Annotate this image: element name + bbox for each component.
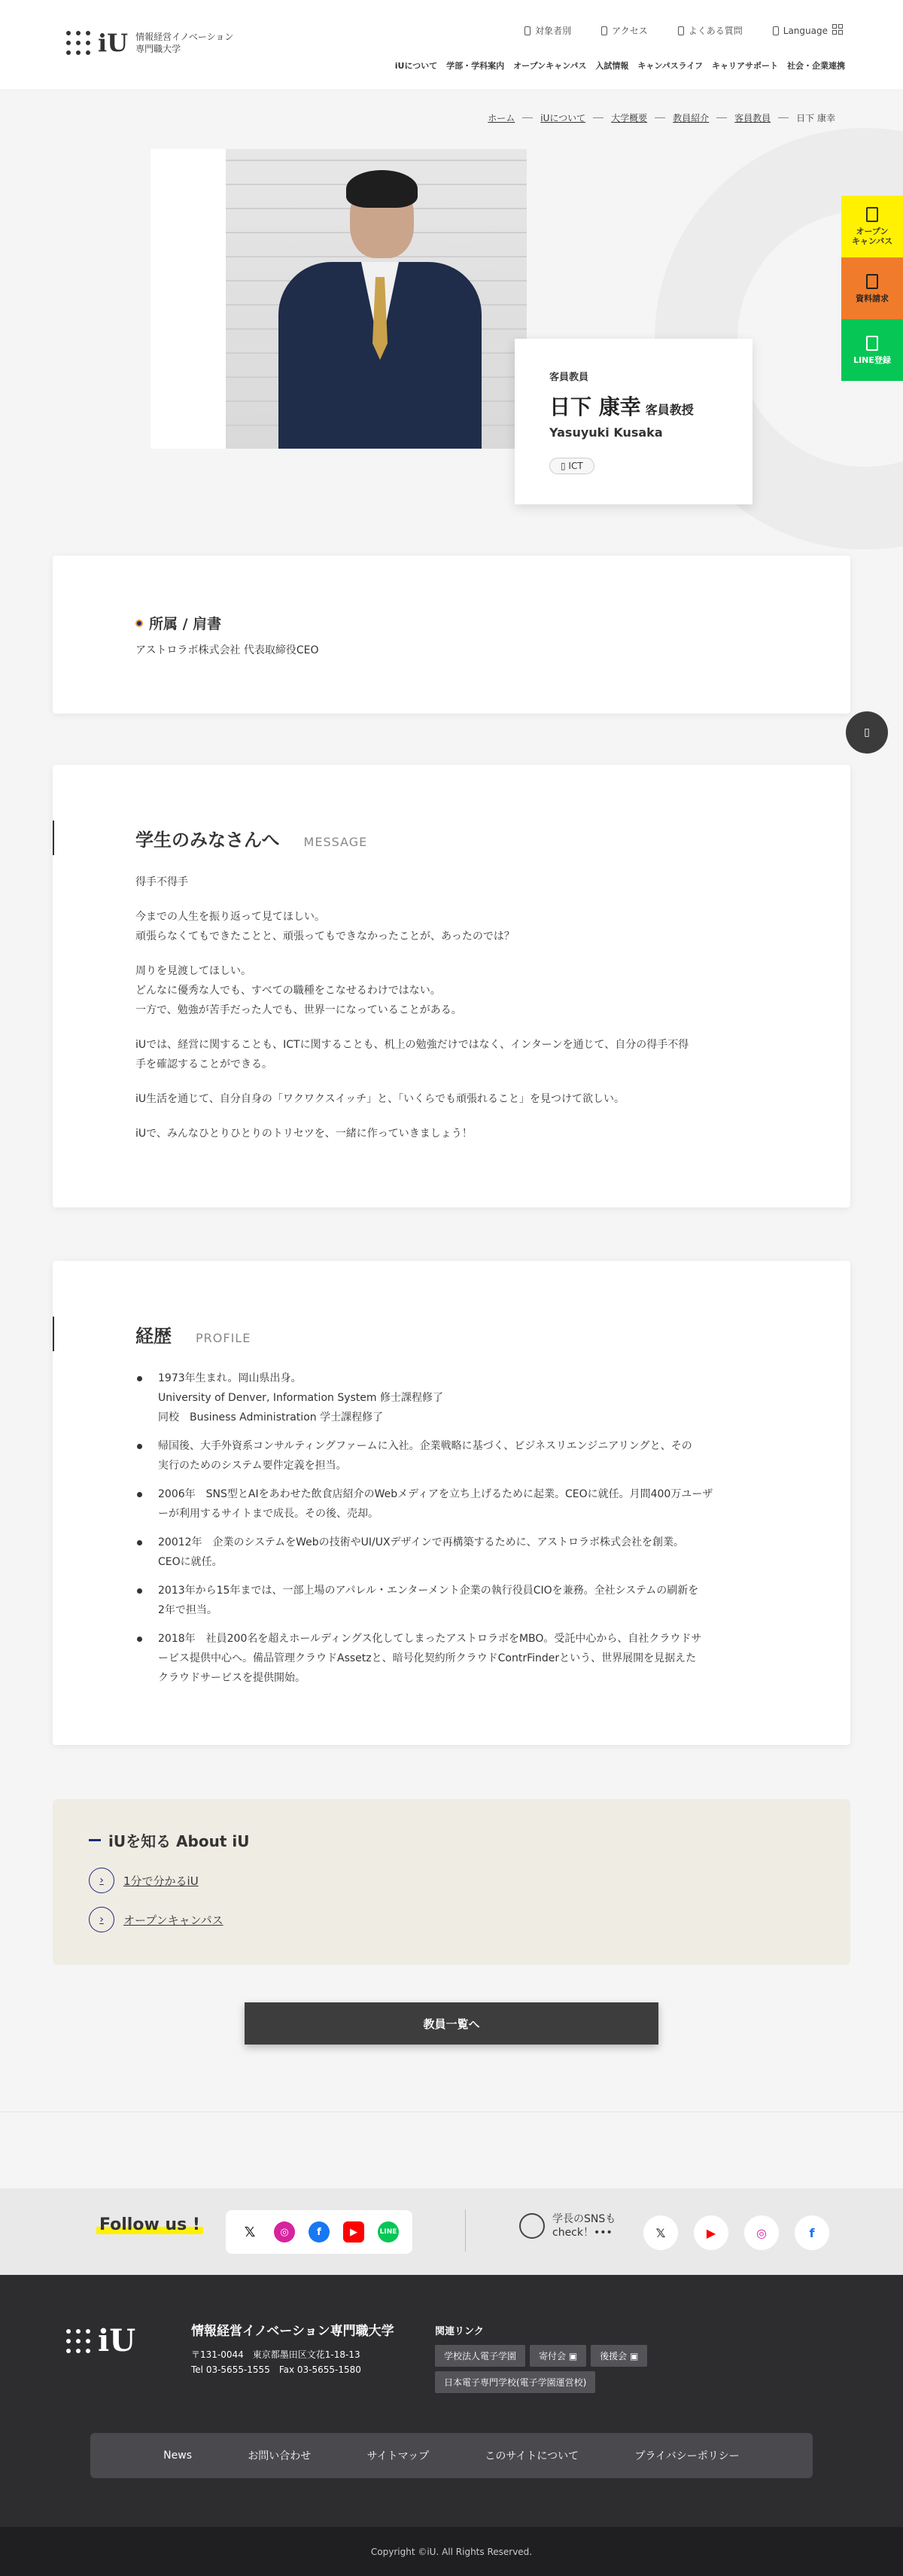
chevron-right-icon: › (89, 1907, 114, 1932)
president-youtube-icon[interactable]: ▶ (694, 2215, 728, 2250)
footer-nav-sitemap[interactable]: サイトマップ (366, 2450, 430, 2462)
scroll-top-button[interactable] (846, 711, 888, 754)
career-title: 経歴 (135, 1326, 172, 1347)
affiliation-text: アストロラボ株式会社 代表取締役CEO (135, 644, 319, 656)
message-paragraph: 周りを見渡してほしい。 どんなに優秀な人でも、すべての職種をこなせるわけではない。 一方で、勉強が苦手だった人でも、世界一になっていることがある。 (135, 965, 462, 1016)
career-item: 2013年から15年までは、一部上場のアパレル・エンターメント企業の執行役員CIOを兼務。全社システムの刷新を 2年で担当。 (135, 1581, 768, 1620)
breadcrumb-faculty[interactable]: 教員紹介 (673, 113, 710, 123)
about-iu-box (53, 1799, 850, 1965)
nav-admission[interactable]: 入試情報 (595, 61, 629, 71)
document-icon (866, 274, 878, 289)
affiliation-card (53, 556, 850, 714)
about-title: iUを知る About iU (89, 1829, 814, 1851)
faculty-title: 客員教授 (645, 403, 694, 417)
faculty-name: 日下 康幸 (549, 394, 641, 419)
about-link-1min[interactable]: › 1分で分かるiU (89, 1868, 814, 1893)
x-icon[interactable]: 𝕏 (239, 2221, 260, 2243)
nav-open-campus[interactable]: オープンキャンパス (513, 61, 587, 71)
related-title: 関連リンク (435, 2326, 484, 2337)
message-paragraph: iU生活を通じて、自分自身の「ワクワクスイッチ」と、「いくらでも頑張れること」を見つけて欲しい。 (135, 1093, 625, 1105)
footer-university-name: 情報経営イノベーション専門職大学 (191, 2324, 394, 2339)
nav-faculty[interactable]: 学部・学科案内 (446, 61, 505, 71)
faculty-name-en: Yasuyuki Kusaka (549, 425, 663, 440)
president-facebook-icon[interactable]: f (795, 2215, 829, 2250)
message-paragraph: iUでは、経営に関することも、ICTに関することも、机上の勉強だけではなく、インターンを通じて、自分の得手不得 手を確認することができる。 (135, 1039, 689, 1070)
footer-nav (90, 2433, 813, 2478)
related-link[interactable]: 寄付会 ▣ (530, 2345, 586, 2367)
breadcrumb-home[interactable]: ホーム (488, 113, 515, 123)
faculty-role: 客員教員 (549, 372, 589, 383)
career-item: 2006年 SNS型とAIをあわせた飲食店紹介のWebメディアを立ち上げるために起業。CEOに就任。月間400万ユーザ ーが利用するサイトまで成長。その後、売却。 (135, 1484, 768, 1524)
faculty-list-button[interactable]: 教員一覧へ (245, 2002, 658, 2045)
field-tag[interactable]: ▯ ICT (549, 458, 594, 474)
career-item: 20012年 企業のシステムをWebの技術やUI/UXデザインで再構築するために、アストロラボ株式会社を創業。 CEOに就任。 (135, 1533, 768, 1572)
logo-mark: iU (98, 29, 129, 57)
president-x-icon[interactable]: 𝕏 (643, 2215, 678, 2250)
message-paragraph: iUで、みんなひとりひとりのトリセツを、一緒に作っていきましょう！ (135, 1128, 473, 1140)
related-link[interactable]: 学校法人電子学園 (435, 2345, 525, 2367)
career-item: 2018年 社員200名を超えホールディングス化してしまったアストロラボをMBO。受託中心から、自社クラウドサ ービス提供中心へ。備品管理クラウドAssetzと、暗号化契約所クラウドContrFinderという、世界展開を見据えた クラウドサービスを提供開始。 (135, 1629, 768, 1688)
site-footer (0, 2275, 903, 2527)
breadcrumb-overview[interactable]: 大学概要 (611, 113, 648, 123)
logo-line1: 情報経営イノベーション (135, 32, 234, 42)
breadcrumb-about[interactable]: iUについて (540, 113, 586, 123)
site-logo[interactable] (66, 29, 233, 57)
nav-partnership[interactable]: 社会・企業連携 (787, 61, 845, 71)
official-sns-box (226, 2210, 412, 2254)
nav-career[interactable]: キャリアサポート (712, 61, 778, 71)
about-link-open-campus[interactable]: › オープンキャンパス (89, 1907, 814, 1932)
side-tabs (841, 196, 903, 381)
related-links (435, 2323, 721, 2393)
util-target[interactable]: 対象者別 (524, 24, 571, 37)
grid-menu-icon[interactable] (832, 24, 843, 35)
president-sns-label: 学長のSNSも check！••• (519, 2212, 616, 2240)
message-title-en: MESSAGE (303, 835, 368, 849)
util-language[interactable]: Language (773, 24, 828, 37)
career-item: 帰国後、大手外資系コンサルティングファームに入社。企業戦略に基づく、ビジネスリエンジニアリングと、その 実行のためのシステム要件定義を担当。 (135, 1436, 768, 1475)
map-pin-icon (601, 26, 607, 35)
breadcrumb-visiting[interactable]: 客員教員 (734, 113, 771, 123)
profile-photo (226, 149, 527, 449)
president-avatar-icon (519, 2213, 545, 2239)
footer-logo-mark: iU (98, 2323, 136, 2358)
message-title: 学生のみなさんへ (135, 830, 280, 851)
career-card (53, 1261, 850, 1745)
logo-line2: 専門職大学 (135, 44, 181, 54)
side-tab-brochure[interactable]: 資料請求 (841, 257, 903, 319)
copyright: Copyright ©iU. All Rights Reserved. (0, 2527, 903, 2576)
related-link[interactable]: 日本電子専門学校(電子学園運営校) (435, 2371, 595, 2393)
related-link[interactable]: 後援会 ▣ (591, 2345, 647, 2367)
nav-about[interactable]: iUについて (394, 61, 438, 71)
follow-label: Follow us ! (96, 2215, 203, 2234)
name-card (515, 339, 752, 504)
footer-nav-contact[interactable]: お問い合わせ (248, 2450, 312, 2462)
footer-address: 〒131-0044 東京都墨田区文花1-18-13 (191, 2349, 360, 2360)
chevron-right-icon: › (89, 1868, 114, 1893)
message-card (53, 765, 850, 1207)
side-tab-open-campus[interactable]: オープン キャンパス (841, 196, 903, 257)
facebook-icon[interactable]: f (309, 2221, 330, 2243)
youtube-icon[interactable]: ▶ (343, 2221, 364, 2243)
social-bar (0, 2188, 903, 2275)
side-tab-line[interactable]: LINE登録 (841, 319, 903, 381)
site-header (0, 0, 903, 90)
utility-nav (524, 24, 828, 37)
footer-nav-about-site[interactable]: このサイトについて (485, 2450, 579, 2462)
affiliation-title: 所属 / 肩書 (149, 616, 222, 632)
calendar-icon (866, 207, 878, 222)
nav-campus-life[interactable]: キャンパスライフ (637, 61, 703, 71)
logo-dots-icon (66, 31, 90, 55)
message-paragraph: 得手不得手 (135, 876, 188, 888)
logo-dots-icon (66, 2329, 90, 2353)
line-icon (866, 336, 878, 351)
bullet-dot-icon (135, 620, 143, 627)
main-nav (395, 59, 845, 72)
line-icon[interactable]: LINE (378, 2221, 399, 2243)
footer-tel: Tel 03-5655-1555 Fax 03-5655-1580 (191, 2364, 361, 2375)
question-icon (678, 26, 684, 35)
president-instagram-icon[interactable]: ◎ (744, 2215, 779, 2250)
career-item: 1973年生まれ。岡山県出身。 University of Denver, Information System 修士課程修了 同校 Business Administration 学士課程修了 (135, 1369, 768, 1427)
breadcrumb-current: 日下 康幸 (796, 113, 835, 123)
breadcrumb (488, 111, 835, 124)
instagram-icon[interactable]: ◎ (274, 2221, 295, 2243)
arrow-up-icon: ▯ (864, 726, 870, 738)
footer-nav-privacy[interactable]: プライバシーポリシー (634, 2450, 740, 2462)
person-icon (524, 26, 531, 35)
footer-logo[interactable] (66, 2323, 143, 2358)
career-title-en: PROFILE (196, 1331, 251, 1345)
globe-icon (773, 26, 779, 35)
career-list (135, 1369, 768, 1688)
footer-nav-news[interactable]: News (163, 2450, 192, 2462)
message-paragraph: 今までの人生を振り返って見てほしい。 頑張らなくてもできたことと、頑張ってもできなかったことが、あったのでは？ (135, 911, 515, 942)
util-access[interactable]: アクセス (601, 24, 648, 37)
util-faq[interactable]: よくある質問 (678, 24, 743, 37)
